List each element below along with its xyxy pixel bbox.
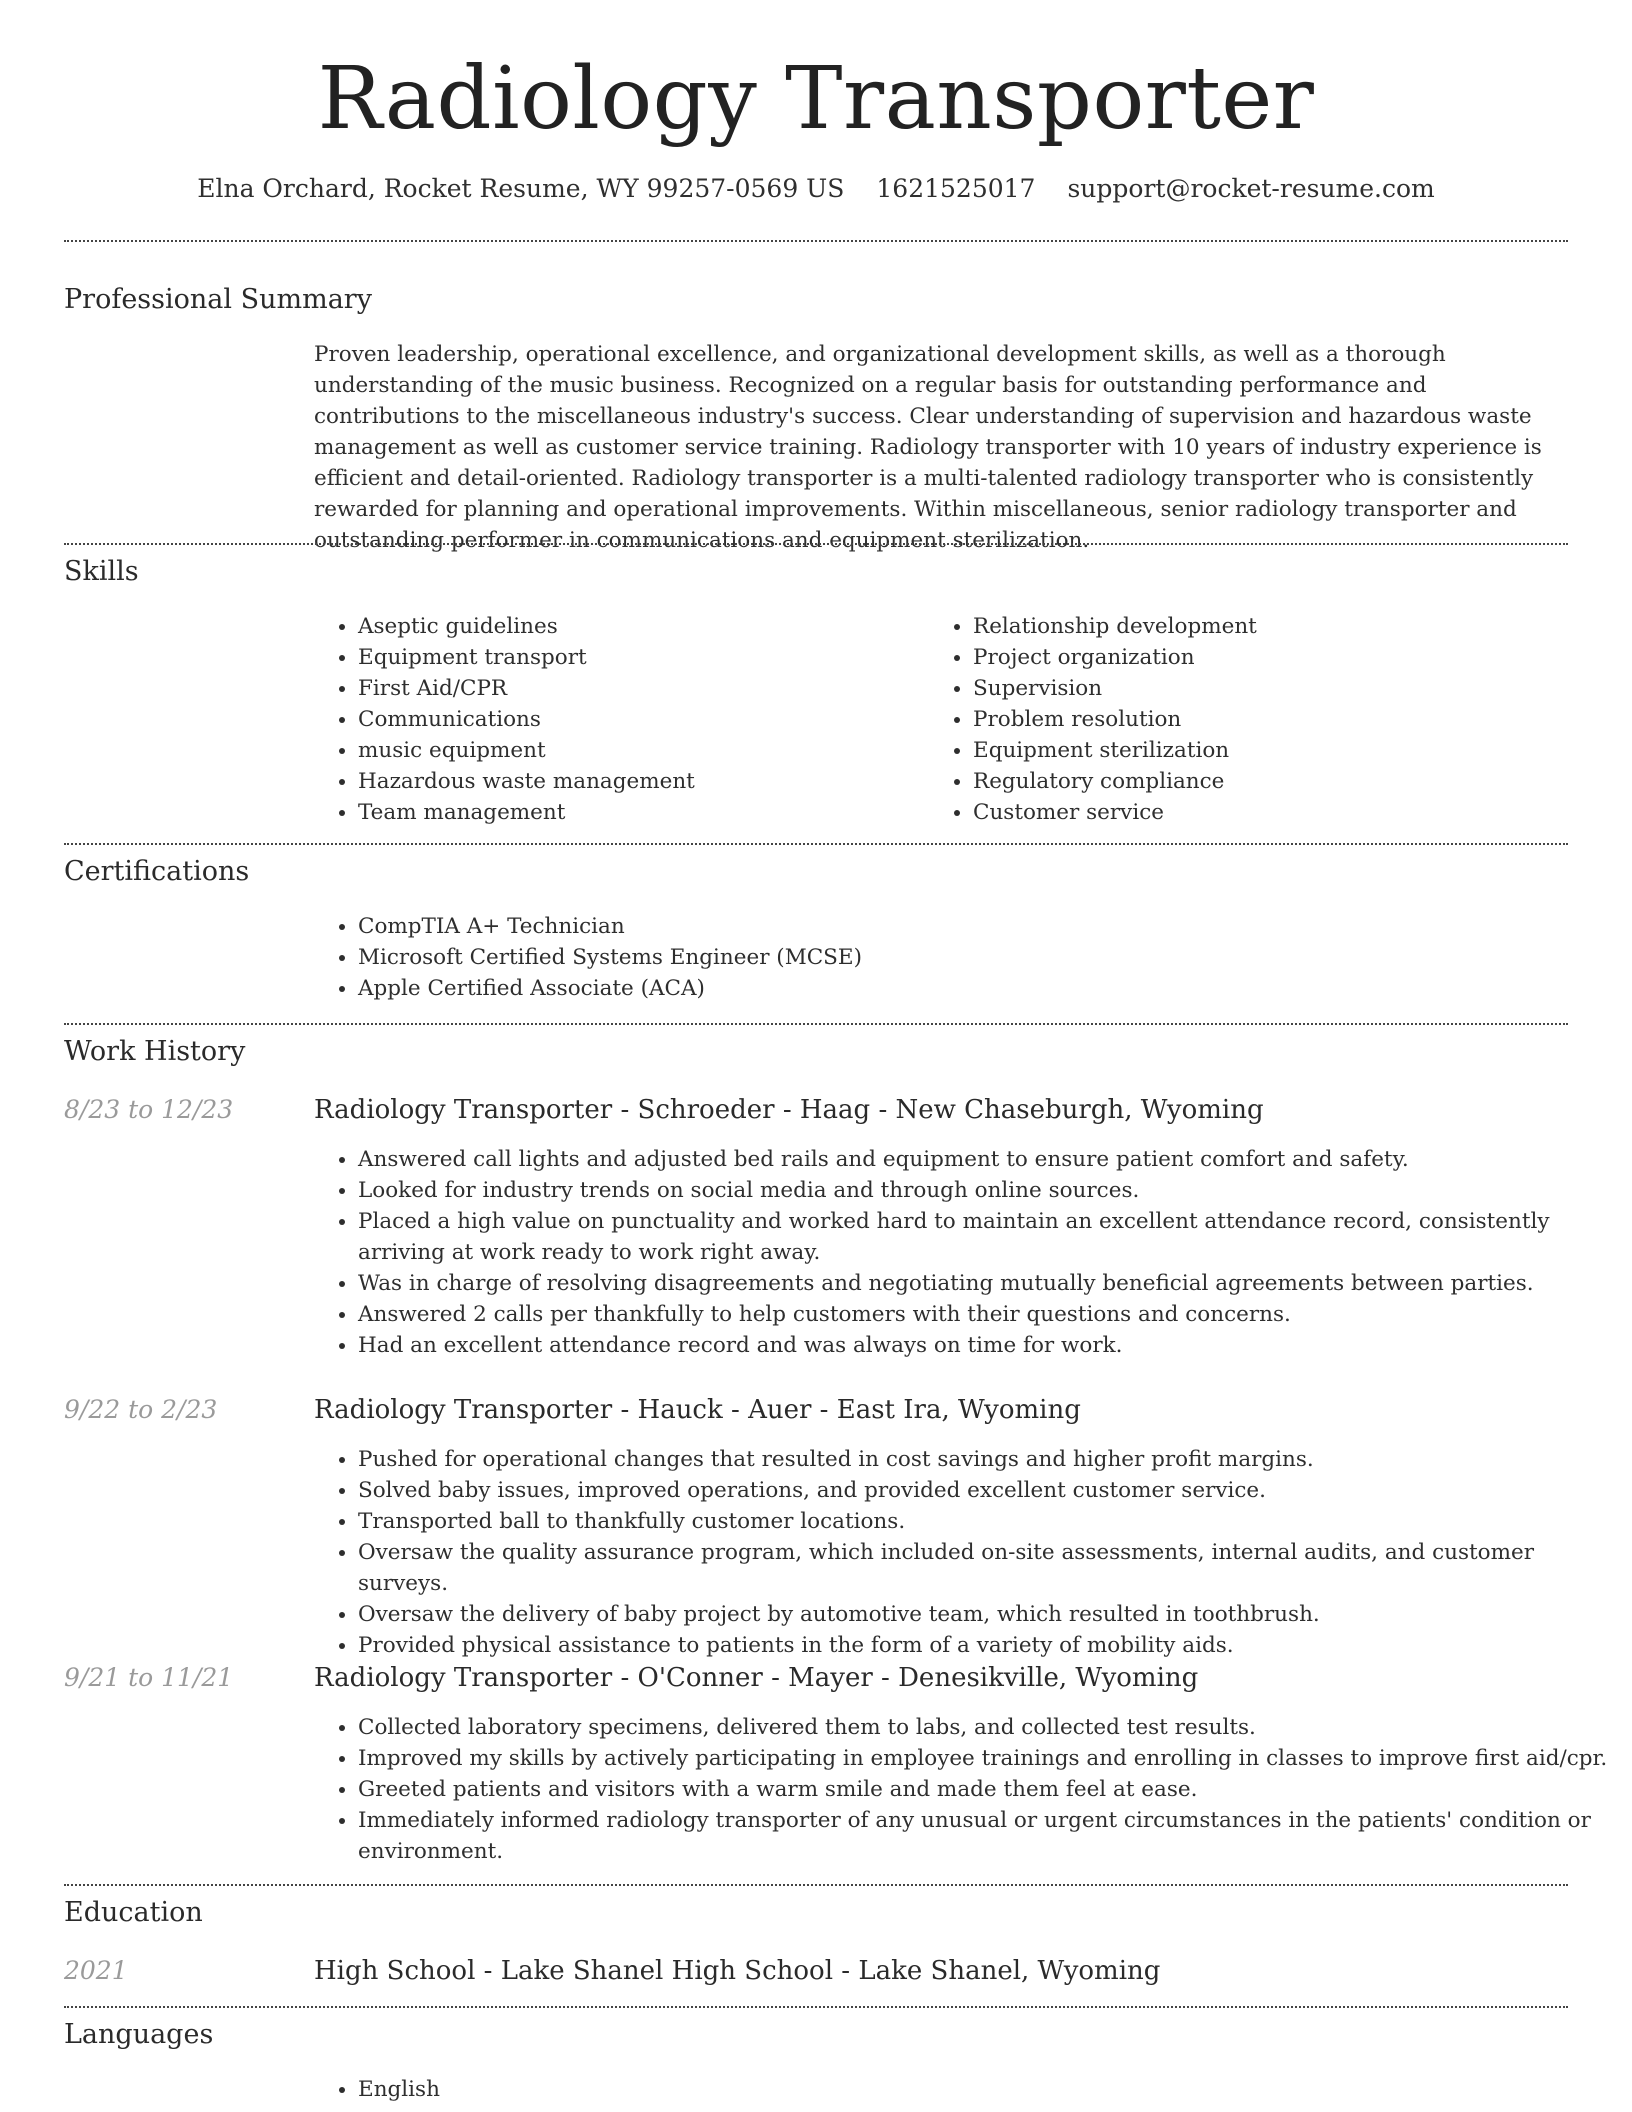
list-item: • Transported ball to thankfully customer locations. — [358, 1506, 1612, 1537]
job-bullets — [314, 1144, 1612, 1361]
list-item: • Customer service — [973, 797, 1257, 828]
summary-heading: Professional Summary — [64, 284, 372, 315]
education-entry: High School - Lake Shanel High School - Lake Shanel, Wyoming — [314, 1956, 1161, 1986]
list-item: • Had an excellent attendance record and was always on time for work. — [358, 1330, 1612, 1361]
list-item: • Placed a high value on punctuality and worked hard to maintain an excellent attendance record, consistently arriving at work ready to work right away. — [358, 1206, 1612, 1268]
contact-email: support@rocket-resume.com — [1067, 174, 1435, 203]
skills-list-right — [929, 611, 1257, 828]
list-item: • Immediately informed radiology transporter of any unusual or urgent circumstances in the patients' condition or environment. — [358, 1805, 1612, 1867]
list-item: • Equipment sterilization — [973, 735, 1257, 766]
list-item: • Improved my skills by actively participating in employee trainings and enrolling in classes to improve first aid/cpr. — [358, 1743, 1612, 1774]
list-item: • Aseptic guidelines — [358, 611, 695, 642]
summary-text: Proven leadership, operational excellence, and organizational development skills, as well as a thorough understanding of the music business. Recognized on a regular basis for outstanding performance and contributions to the miscellaneous industry's success. Clear understanding of supervision and hazardous waste management as well as customer service training. Radiology transporter with 10 years of industry experience is efficient and detail-oriented. Radiology transporter is a multi-talented radiology transporter who is consistently rewarded for planning and operational improvements. Within miscellaneous, senior radiology transporter and outstanding performer in communications and equipment sterilization. — [314, 342, 1542, 553]
education-year: 2021 — [64, 1956, 128, 1985]
section-divider — [64, 2006, 1568, 2008]
job-dates: 8/23 to 12/23 — [64, 1095, 234, 1124]
section-divider — [64, 1884, 1568, 1886]
section-divider — [64, 1023, 1568, 1025]
skills-list-left — [314, 611, 695, 828]
languages-heading: Languages — [64, 2019, 214, 2050]
list-item: • Supervision — [973, 673, 1257, 704]
list-item: • Microsoft Certified Systems Engineer (MCSE) — [358, 942, 862, 973]
list-item: • Oversaw the delivery of baby project by automotive team, which resulted in toothbrush. — [358, 1599, 1612, 1630]
list-item: • English — [358, 2074, 440, 2105]
list-item: • Oversaw the quality assurance program, which included on-site assessments, internal audits, and customer surveys. — [358, 1537, 1612, 1599]
section-divider — [64, 843, 1568, 845]
list-item: • CompTIA A+ Technician — [358, 911, 862, 942]
list-item: • Looked for industry trends on social media and through online sources. — [358, 1175, 1612, 1206]
list-item: • Answered 2 calls per thankfully to help customers with their questions and concerns. — [358, 1299, 1612, 1330]
job-dates: 9/21 to 11/21 — [64, 1663, 234, 1692]
list-item: • Hazardous waste management — [358, 766, 695, 797]
job-dates: 9/22 to 2/23 — [64, 1395, 218, 1424]
list-item: • First Aid/CPR — [358, 673, 695, 704]
list-item: • Solved baby issues, improved operations, and provided excellent customer service. — [358, 1475, 1612, 1506]
list-item: • Provided physical assistance to patients in the form of a variety of mobility aids. — [358, 1630, 1612, 1661]
contact-phone: 1621525017 — [876, 174, 1036, 203]
contact-address: Elna Orchard, Rocket Resume, WY 99257-0569 US — [197, 174, 845, 203]
list-item: • Apple Certified Associate (ACA) — [358, 973, 862, 1004]
languages-list — [314, 2074, 440, 2105]
work-history-heading: Work History — [64, 1036, 246, 1067]
list-item: • Equipment transport — [358, 642, 695, 673]
skills-heading: Skills — [64, 556, 139, 587]
certifications-heading: Certifications — [64, 856, 250, 887]
certifications-list — [314, 911, 862, 1004]
job-title: Radiology Transporter - Schroeder - Haag - New Chaseburgh, Wyoming — [314, 1095, 1264, 1125]
list-item: • Team management — [358, 797, 695, 828]
list-item: • Problem resolution — [973, 704, 1257, 735]
job-title: Radiology Transporter - Hauck - Auer - East Ira, Wyoming — [314, 1395, 1081, 1425]
job-title: Radiology Transporter - O'Conner - Mayer - Denesikville, Wyoming — [314, 1663, 1199, 1693]
list-item: • Collected laboratory specimens, delivered them to labs, and collected test results. — [358, 1712, 1612, 1743]
list-item: • Regulatory compliance — [973, 766, 1257, 797]
section-divider — [64, 240, 1568, 242]
list-item: • Project organization — [973, 642, 1257, 673]
list-item: • Greeted patients and visitors with a warm smile and made them feel at ease. — [358, 1774, 1612, 1805]
list-item: • Communications — [358, 704, 695, 735]
list-item: • music equipment — [358, 735, 695, 766]
list-item: • Was in charge of resolving disagreements and negotiating mutually beneficial agreements between parties. — [358, 1268, 1612, 1299]
job-bullets — [314, 1444, 1612, 1661]
list-item: • Answered call lights and adjusted bed rails and equipment to ensure patient comfort and safety. — [358, 1144, 1612, 1175]
contact-line — [0, 172, 1632, 206]
list-item: • Pushed for operational changes that resulted in cost savings and higher profit margins. — [358, 1444, 1612, 1475]
job-bullets — [314, 1712, 1612, 1867]
education-heading: Education — [64, 1897, 203, 1928]
section-divider — [64, 543, 1568, 545]
resume-title: Radiology Transporter — [317, 49, 1315, 149]
list-item: • Relationship development — [973, 611, 1257, 642]
